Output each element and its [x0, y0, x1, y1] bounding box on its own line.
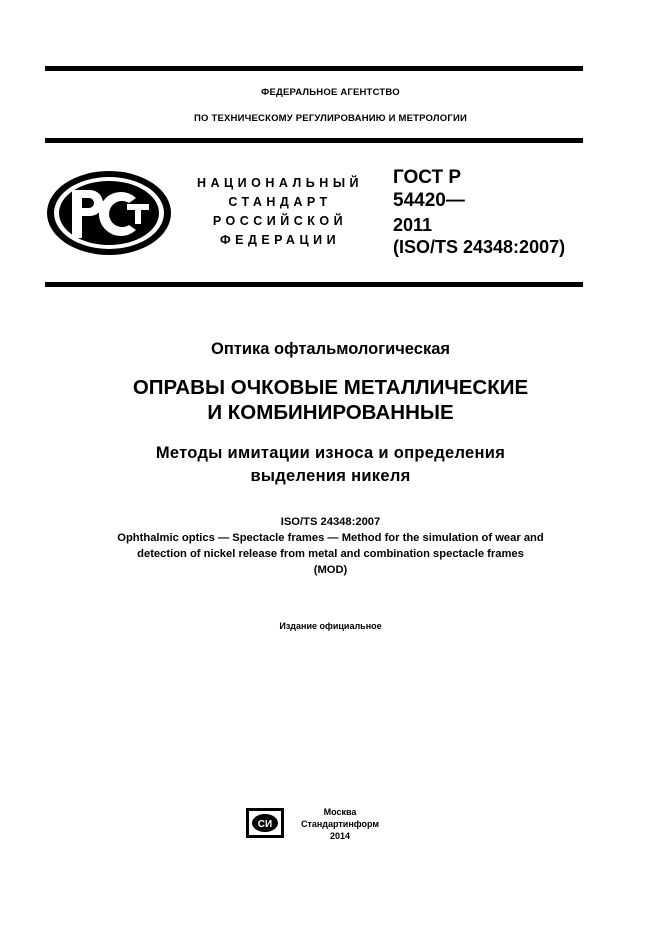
publisher-year: 2014	[329, 831, 351, 841]
gost-label: ГОСТ Р	[393, 167, 462, 188]
gost-year: 2011	[393, 215, 433, 235]
main-title-line-2: И КОМБИНИРОВАННЫЕ	[207, 401, 454, 424]
national-line-3: РОССИЙСКОЙ	[212, 214, 348, 228]
gost-iso-reference: (ISO/TS 24348:2007)	[393, 237, 566, 257]
edition-label: Издание официальное	[279, 621, 382, 631]
publisher-city: Москва	[323, 807, 357, 817]
rst-certification-mark-icon	[44, 168, 174, 258]
mod-label: (MOD)	[313, 564, 348, 576]
english-title-line-2: detection of nickel release from metal and combination spectacle frames	[137, 548, 524, 560]
agency-line-1: ФЕДЕРАЛЬНОЕ АГЕНТСТВО	[261, 87, 400, 98]
top-rule	[45, 66, 583, 71]
standard-block-rule	[45, 282, 583, 287]
gost-number: 54420—	[393, 190, 465, 211]
main-title-line-1: ОПРАВЫ ОЧКОВЫЕ МЕТАЛЛИЧЕСКИЕ	[132, 376, 529, 399]
methods-title-line-1: Методы имитации износа и определения	[155, 444, 506, 462]
standartinform-logo-icon	[246, 808, 284, 838]
svg-text:СИ: СИ	[257, 819, 273, 830]
methods-title-line-2: выделения никеля	[250, 467, 411, 485]
national-line-1: НАЦИОНАЛЬНЫЙ	[196, 176, 364, 190]
agency-line-2: ПО ТЕХНИЧЕСКОМУ РЕГУЛИРОВАНИЮ И МЕТРОЛОГИИ	[194, 113, 467, 124]
national-line-4: ФЕДЕРАЦИИ	[219, 233, 341, 247]
national-line-2: СТАНДАРТ	[228, 195, 332, 209]
publisher-name: Стандартинформ	[300, 819, 380, 829]
subtitle: Оптика офтальмологическая	[210, 340, 451, 358]
english-title-line-1: Ophthalmic optics — Spectacle frames — Method for the simulation of wear and	[117, 532, 544, 544]
iso-code: ISO/TS 24348:2007	[280, 516, 381, 528]
header-rule	[45, 138, 583, 143]
